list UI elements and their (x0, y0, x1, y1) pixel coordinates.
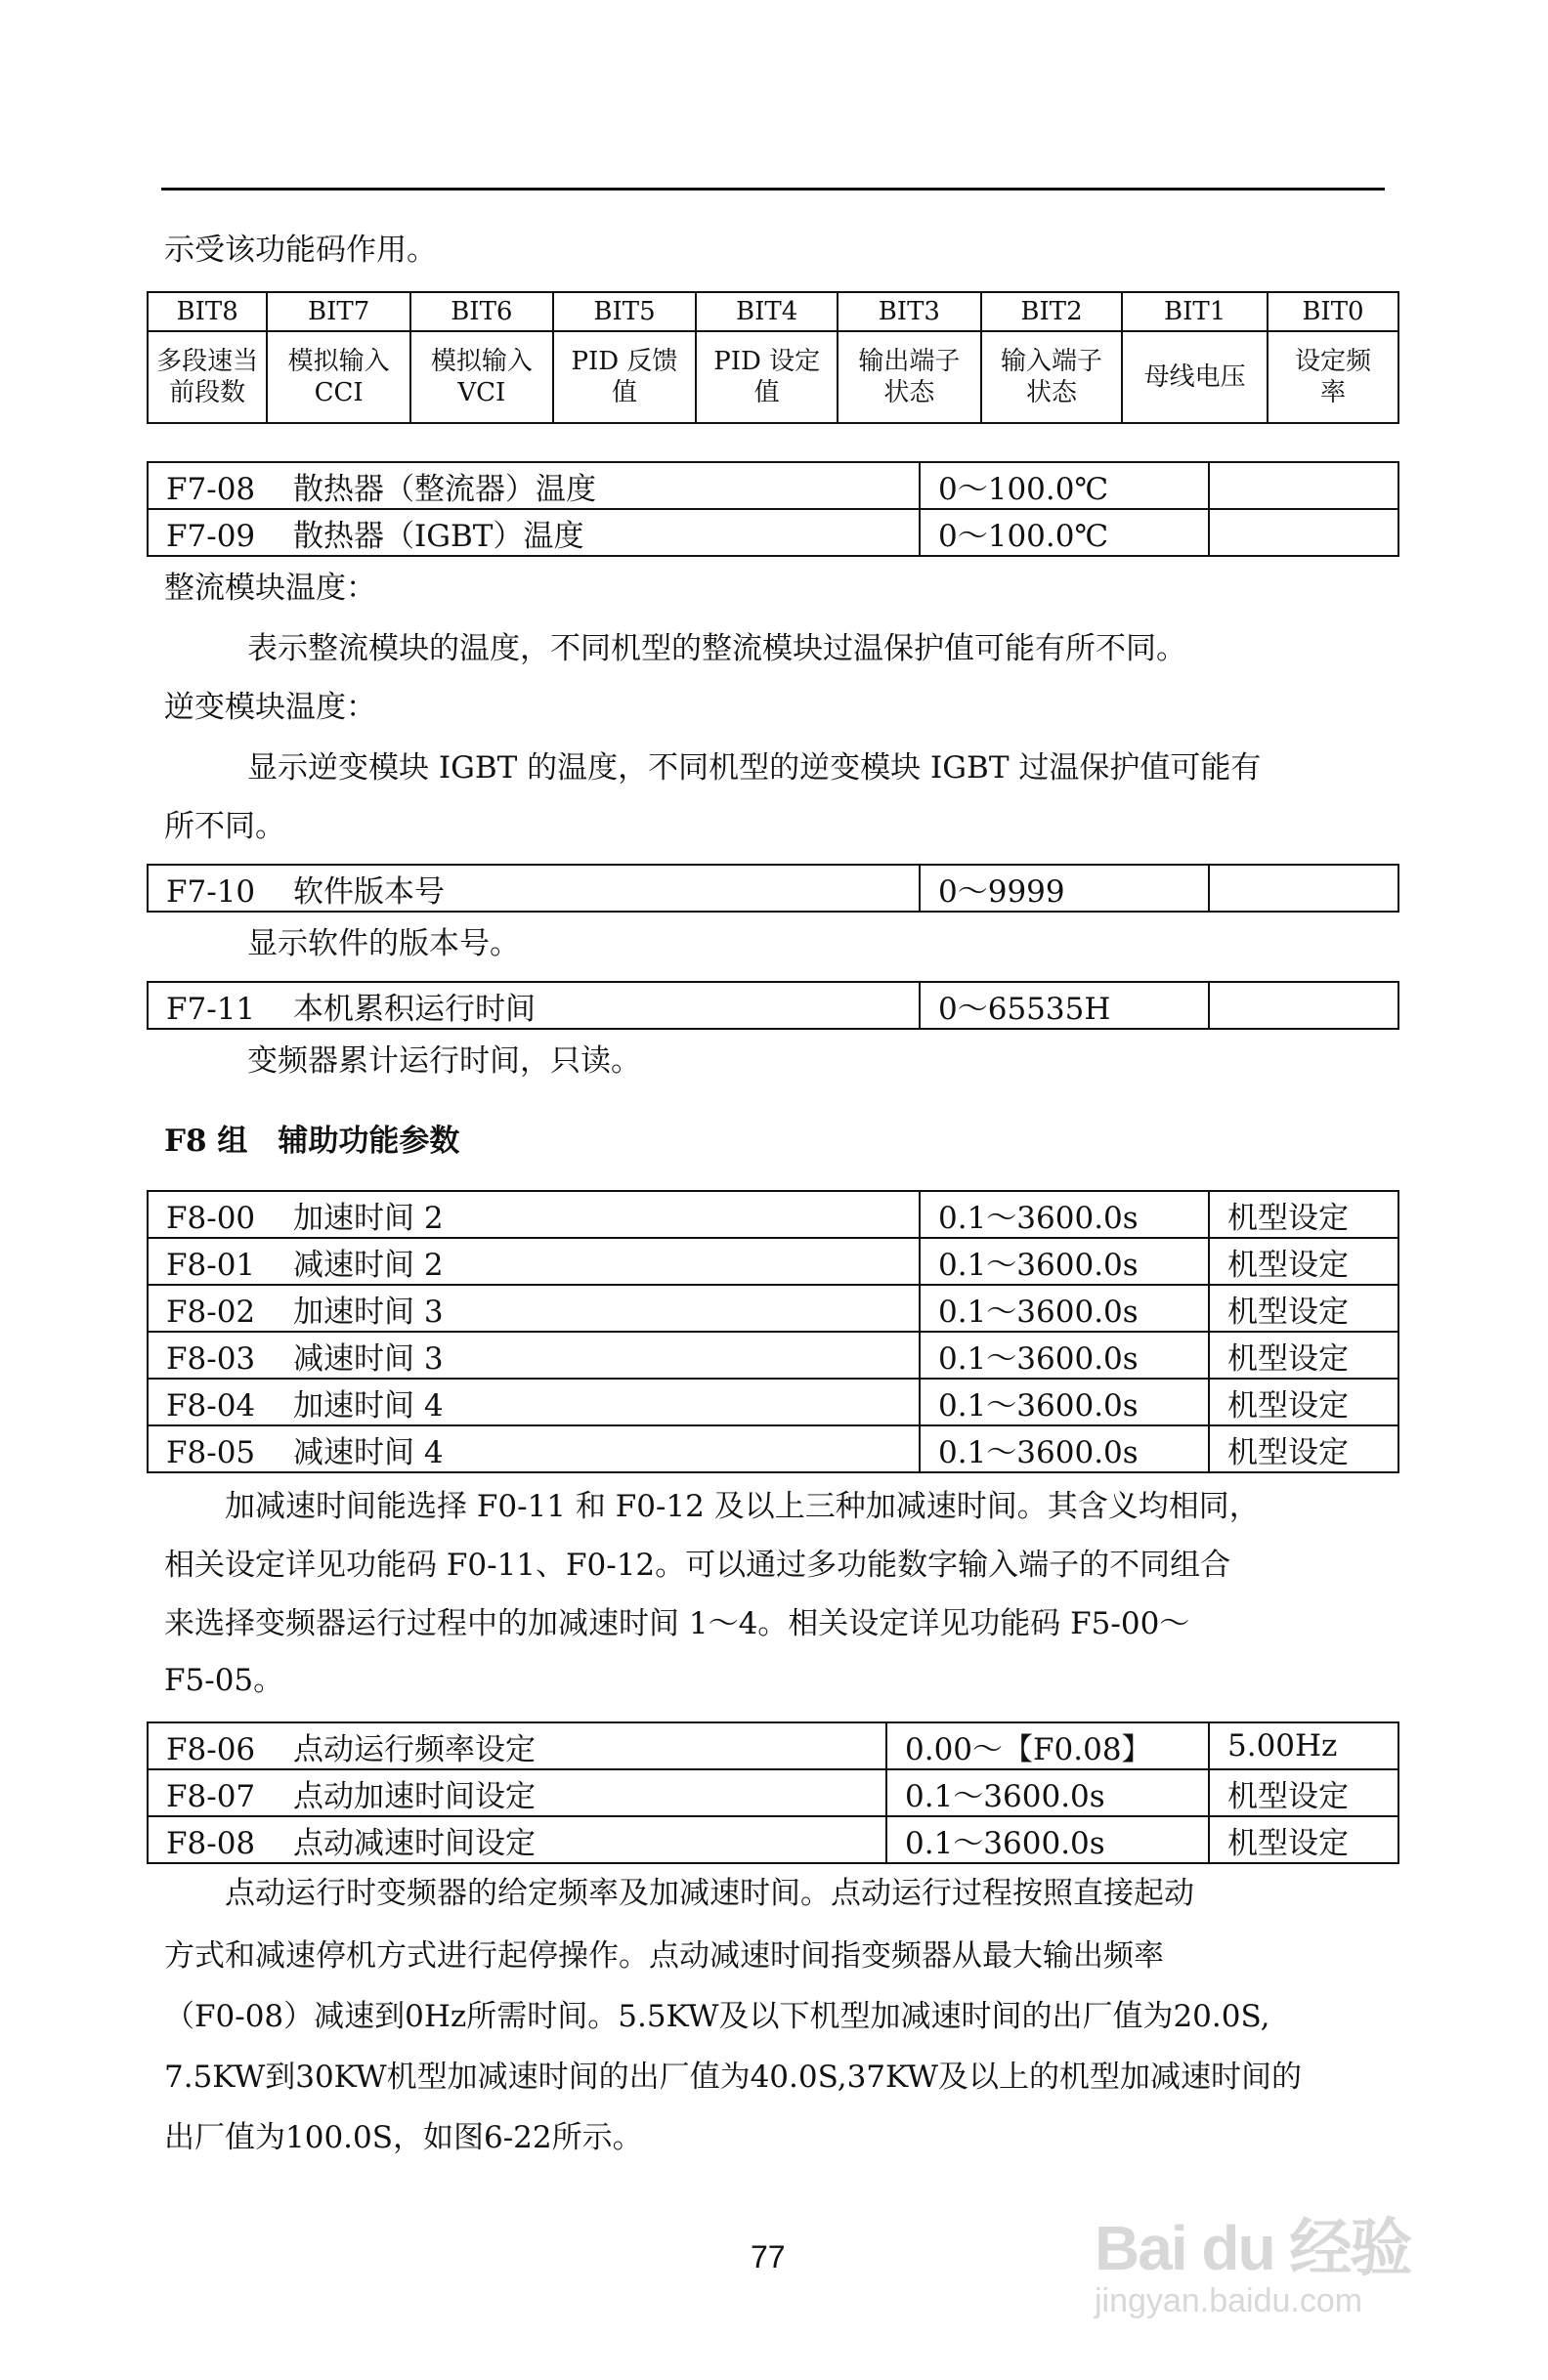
accel-desc-line: 相关设定详见功能码 F0-11、F0-12。可以通过多功能数字输入端子的不同组合 (164, 1548, 1231, 1583)
inv-temp-title: 逆变模块温度： (164, 690, 376, 725)
param-table-f8-jog (147, 1721, 1399, 1864)
section-heading-f8: F8 组 辅助功能参数 (164, 1124, 460, 1159)
param-range: 0～100.0℃ (920, 509, 1209, 556)
f7-11-desc: 变频器累计运行时间，只读。 (247, 1043, 641, 1079)
bit-header: BIT0 (1268, 292, 1398, 331)
table-row: F8-00 加速时间 2 0.1～3600.0s 机型设定 (148, 1191, 1398, 1238)
table-row: F8-05 减速时间 4 0.1～3600.0s 机型设定 (148, 1425, 1398, 1472)
paw-logo-icon: Bai du 经验 (1095, 2213, 1411, 2283)
bit-cell: 多段速当 前段数 (148, 331, 267, 423)
rect-temp-title: 整流模块温度： (164, 571, 376, 606)
table-row: F8-02 加速时间 3 0.1～3600.0s 机型设定 (148, 1285, 1398, 1332)
bit-cell: 输出端子 状态 (838, 331, 981, 423)
bit-header: BIT7 (267, 292, 410, 331)
baidu-watermark (1095, 2198, 1410, 2320)
jog-desc-line: 方式和减速停机方式进行起停操作。点动减速时间指变频器从最大输出频率 (164, 1938, 1164, 1974)
page-number: 77 (751, 2239, 786, 2274)
table-row (148, 462, 1398, 509)
inv-temp-text-1: 显示逆变模块 IGBT 的温度，不同机型的逆变模块 IGBT 过温保护值可能有 (247, 750, 1262, 786)
jog-desc-line: 7.5KW到30KW机型加减速时间的出厂值为40.0S,37KW及以上的机型加减速时间的 (164, 2060, 1302, 2095)
param-name: 散热器（IGBT）温度 (293, 518, 584, 554)
f7-10-desc: 显示软件的版本号。 (247, 926, 520, 961)
param-range: 0～9999 (920, 865, 1209, 912)
table-row: F8-04 加速时间 4 0.1～3600.0s 机型设定 (148, 1379, 1398, 1425)
table-row: F8-07 点动加速时间设定 0.1～3600.0s 机型设定 (148, 1769, 1398, 1816)
bit-header: BIT8 (148, 292, 267, 331)
bit-header: BIT1 (1122, 292, 1268, 331)
bit-cell: 母线电压 (1122, 331, 1268, 423)
bit-header: BIT2 (981, 292, 1123, 331)
header-rule (161, 188, 1385, 191)
accel-desc-line: 加减速时间能选择 F0-11 和 F0-12 及以上三种加减速时间。其含义均相同， (164, 1489, 1260, 1524)
bit-header: BIT3 (838, 292, 981, 331)
param-code: F7-09 (166, 518, 256, 554)
param-name: 散热器（整流器）温度 (293, 471, 596, 507)
bit-header: BIT6 (410, 292, 553, 331)
bit-table (147, 291, 1399, 424)
param-table-f8-accel (147, 1190, 1399, 1473)
bit-cell: 模拟输入 VCI (410, 331, 553, 423)
watermark-url: jingyan.baidu.com (1095, 2282, 1363, 2319)
jog-desc-line: 出厂值为100.0S，如图6-22所示。 (164, 2120, 643, 2155)
inv-temp-text-2: 所不同。 (164, 809, 285, 844)
table-row: F8-03 减速时间 3 0.1～3600.0s 机型设定 (148, 1332, 1398, 1379)
param-range: 0～65535H (920, 982, 1209, 1029)
intro-line: 示受该功能码作用。 (164, 233, 437, 268)
table-row (148, 982, 1398, 1029)
param-table-f7-11 (147, 981, 1399, 1030)
param-range: 0～100.0℃ (920, 462, 1209, 509)
table-row (148, 509, 1398, 556)
bit-cell: 设定频 率 (1268, 331, 1398, 423)
jog-desc-line: 点动运行时变频器的给定频率及加减速时间。点动运行过程按照直接起动 (164, 1876, 1194, 1911)
table-row: F8-01 减速时间 2 0.1～3600.0s 机型设定 (148, 1238, 1398, 1285)
param-default (1209, 865, 1398, 912)
param-default (1209, 462, 1398, 509)
bit-cell: PID 反馈 值 (553, 331, 697, 423)
table-row (148, 865, 1398, 912)
bit-header: BIT5 (553, 292, 697, 331)
bit-cell: PID 设定 值 (696, 331, 838, 423)
param-default (1209, 509, 1398, 556)
param-code: F7-11 (166, 991, 256, 1027)
accel-desc-line: F5-05。 (164, 1663, 284, 1698)
param-code: F7-08 (166, 471, 256, 507)
jog-desc-line: （F0-08）减速到0Hz所需时间。5.5KW及以下机型加减速时间的出厂值为20.0S, (164, 1999, 1270, 2034)
param-name: 软件版本号 (293, 873, 445, 910)
rect-temp-text: 表示整流模块的温度，不同机型的整流模块过温保护值可能有所不同。 (247, 631, 1186, 666)
bit-header: BIT4 (696, 292, 838, 331)
param-table-f7-temp (147, 461, 1399, 557)
param-name: 本机累积运行时间 (293, 991, 536, 1027)
table-row: F8-08 点动减速时间设定 0.1～3600.0s 机型设定 (148, 1816, 1398, 1863)
bit-cell: 输入端子 状态 (981, 331, 1123, 423)
param-code: F7-10 (166, 873, 256, 910)
accel-desc-line: 来选择变频器运行过程中的加减速时间 1～4。相关设定详见功能码 F5-00～ (164, 1606, 1190, 1641)
param-table-f7-10 (147, 864, 1399, 913)
bit-cell: 模拟输入 CCI (267, 331, 410, 423)
table-row: F8-06 点动运行频率设定 0.00～【F0.08】 5.00Hz (148, 1722, 1398, 1769)
param-default (1209, 982, 1398, 1029)
